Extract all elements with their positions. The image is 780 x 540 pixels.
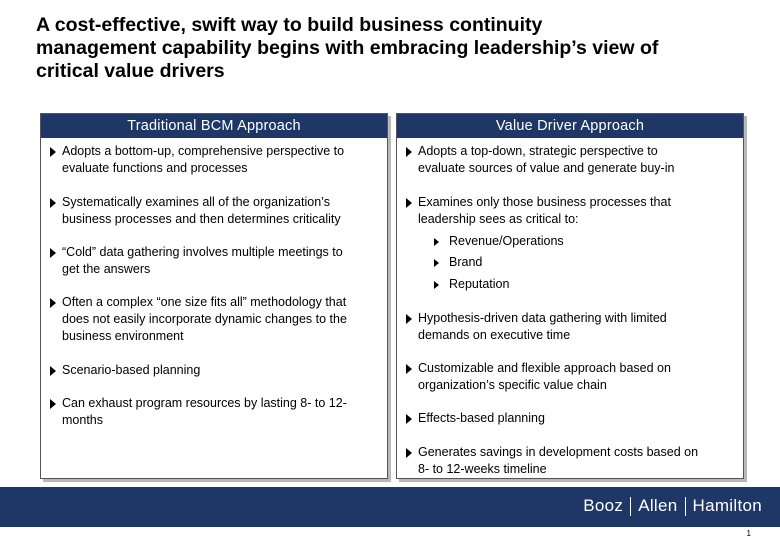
panel-header: Traditional BCM Approach (41, 114, 387, 138)
bullet-arrow-icon (406, 198, 412, 208)
bullet-arrow-icon (50, 248, 56, 258)
slide-title (36, 14, 756, 83)
bullet-arrow-icon (406, 414, 412, 424)
sub-bullet-arrow-icon (434, 259, 439, 267)
bullet-arrow-icon (406, 364, 412, 374)
bullet-arrow-icon (406, 147, 412, 157)
bullet-item: “Cold” data gathering involves multiple meetings to get the answers (49, 244, 381, 278)
bullet-item: Hypothesis-driven data gathering with limited demands on executive time (405, 310, 737, 344)
panel-header: Value Driver Approach (397, 114, 743, 138)
sub-bullet-item: Reputation (432, 276, 737, 293)
logo-word: Booz (583, 496, 624, 515)
bullet-item: Scenario-based planning (49, 362, 381, 379)
sub-bullet-arrow-icon (434, 281, 439, 289)
bullet-arrow-icon (50, 147, 56, 157)
bullet-arrow-icon (406, 314, 412, 324)
bullet-arrow-icon (50, 298, 56, 308)
bullet-item: Can exhaust program resources by lasting 8- to 12- months (49, 395, 381, 429)
bullet-item: Often a complex “one size fits all” methodology that does not easily incorporate dynamic changes to the business environment (49, 294, 381, 345)
bullet-item: Systematically examines all of the organization’s business processes and then determines criticality (49, 194, 381, 228)
value-driver-panel (396, 113, 744, 479)
bullet-item: Customizable and flexible approach based on organization’s specific value chain (405, 360, 737, 394)
bullet-item: Examines only those business processes that leadership sees as critical to: (405, 194, 737, 228)
bullet-item: Adopts a bottom-up, comprehensive perspective to evaluate functions and processes (49, 143, 381, 177)
logo-divider (685, 497, 686, 516)
title-line: critical value drivers (36, 60, 225, 82)
logo-word: Allen (638, 496, 678, 515)
title-line: management capability begins with embracing leadership’s view of (36, 37, 659, 59)
bullet-item: Effects-based planning (405, 410, 737, 427)
sub-bullet-arrow-icon (434, 238, 439, 246)
sub-bullet-item: Revenue/Operations (432, 233, 737, 250)
logo-divider (630, 497, 631, 516)
bullet-arrow-icon (50, 198, 56, 208)
traditional-bcm-panel (40, 113, 388, 479)
bullet-item: Generates savings in development costs based on 8- to 12-weeks timeline (405, 444, 737, 478)
company-logo (583, 496, 762, 516)
title-line: A cost-effective, swift way to build business continuity (36, 14, 543, 36)
sub-bullet-item: Brand (432, 254, 737, 271)
bullet-item: Adopts a top-down, strategic perspective to evaluate sources of value and generate buy-in (405, 143, 737, 177)
page-number: 1 (746, 529, 751, 538)
bullet-arrow-icon (50, 366, 56, 376)
bullet-arrow-icon (406, 448, 412, 458)
logo-word: Hamilton (692, 496, 762, 515)
bullet-arrow-icon (50, 399, 56, 409)
footer-band (0, 487, 780, 527)
